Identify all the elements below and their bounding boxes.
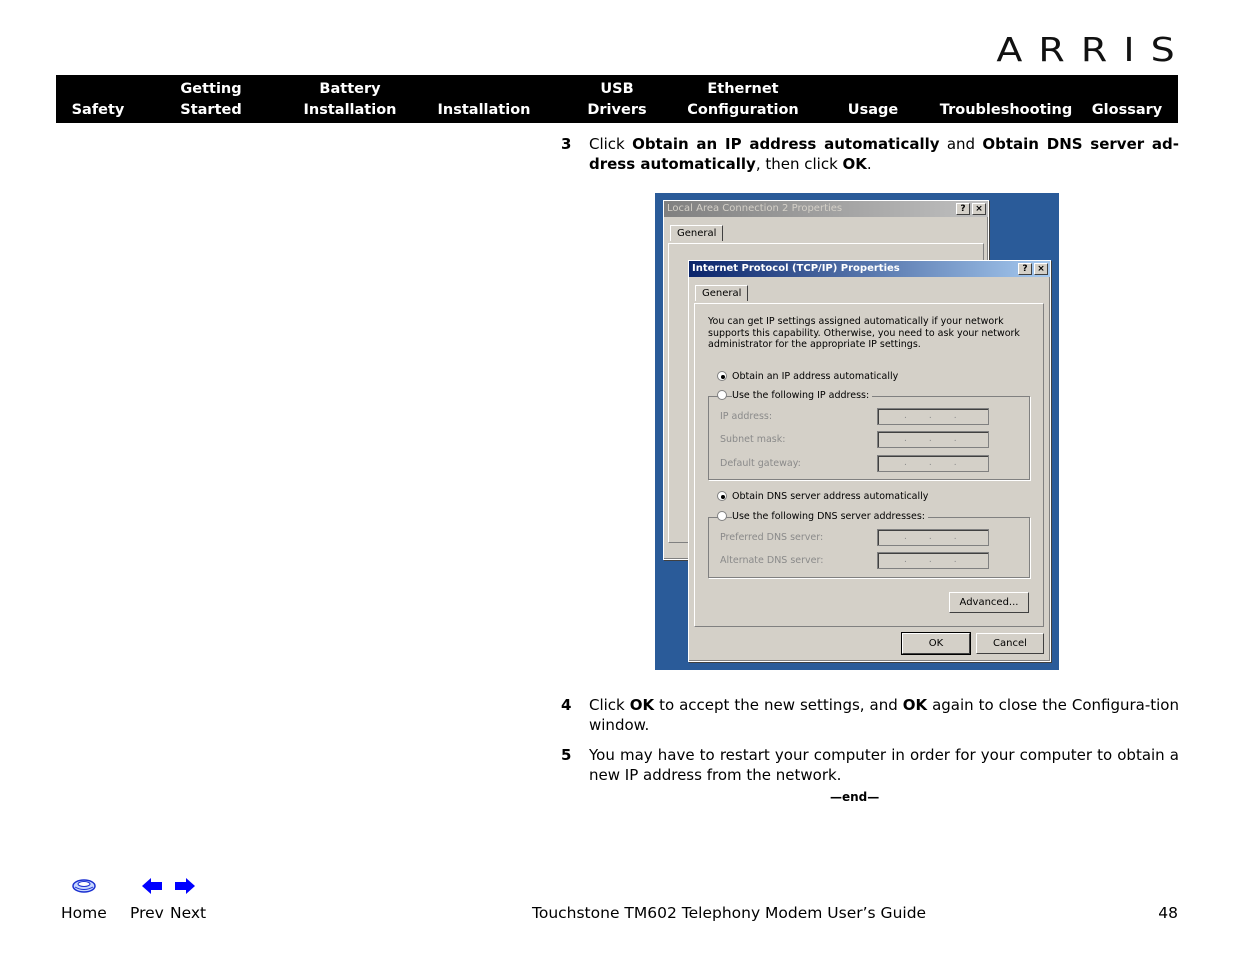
preferred-dns-label: Preferred DNS server: — [720, 532, 824, 543]
footer-next-link[interactable]: Next — [170, 904, 207, 922]
subnet-mask-label: Subnet mask: — [720, 434, 786, 445]
footer-prev-link[interactable]: Prev — [130, 904, 164, 922]
nav-usb-drivers[interactable]: USB Drivers — [587, 81, 647, 118]
default-gateway-label: Default gateway: — [720, 458, 801, 469]
nav-ethernet-configuration[interactable]: Ethernet Configuration — [687, 81, 799, 118]
help-icon[interactable]: ? — [956, 203, 970, 215]
footer-home-link[interactable]: Home — [61, 904, 107, 922]
nav-safety[interactable]: Safety — [71, 102, 125, 118]
step-text: Click OK to accept the new settings, and OK again to close the Configura-tion window. — [589, 696, 1179, 734]
tcpip-properties-dialog — [688, 260, 1051, 662]
footer-guide-title: Touchstone TM602 Telephony Modem User’s Guide — [532, 904, 927, 922]
subnet-mask-input[interactable]: ... — [877, 431, 989, 448]
radio-dns-auto[interactable] — [717, 491, 727, 501]
dialog-titlebar: Internet Protocol (TCP/IP) Properties ? × — [689, 261, 1050, 277]
nav-usage[interactable]: Usage — [847, 102, 899, 118]
tcpip-dialog-screenshot — [655, 193, 1059, 670]
next-arrow-icon[interactable] — [174, 877, 196, 895]
top-navigation — [56, 75, 1178, 123]
step-number: 3 — [561, 135, 572, 153]
radio-ip-auto-label: Obtain an IP address automatically — [732, 371, 899, 382]
ip-address-label: IP address: — [720, 411, 773, 422]
radio-dns-manual-label: Use the following DNS server addresses: — [732, 511, 928, 523]
step-number: 4 — [561, 696, 572, 714]
close-icon[interactable]: × — [1034, 263, 1048, 275]
nav-glossary[interactable]: Glossary — [1091, 102, 1163, 118]
help-icon[interactable]: ? — [1018, 263, 1032, 275]
radio-ip-manual-label: Use the following IP address: — [732, 390, 872, 402]
preferred-dns-input[interactable]: ... — [877, 529, 989, 546]
footer-page-number: 48 — [1158, 904, 1178, 922]
radio-ip-manual[interactable] — [717, 390, 727, 400]
step-5 — [561, 746, 1179, 785]
ok-button[interactable]: OK — [902, 633, 970, 654]
general-panel — [694, 303, 1044, 627]
nav-troubleshooting[interactable]: Troubleshooting — [939, 102, 1073, 118]
step-text: You may have to restart your computer in order for your computer to obtain a new IP address from the network. — [589, 746, 1179, 784]
nav-battery-installation[interactable]: Battery Installation — [303, 81, 397, 118]
home-icon[interactable] — [71, 877, 97, 895]
tab-general[interactable]: General — [695, 285, 748, 301]
default-gateway-input[interactable]: ... — [877, 455, 989, 472]
close-icon[interactable]: × — [972, 203, 986, 215]
nav-installation[interactable]: Installation — [437, 102, 531, 118]
back-window-titlebar: Local Area Connection 2 Properties ? × — [664, 201, 988, 217]
step-number: 5 — [561, 746, 572, 764]
radio-ip-auto[interactable] — [717, 371, 727, 381]
intro-text: You can get IP settings assigned automatically if your network supports this capability. Otherwise, you need to ask your network administrator for the appropriate IP settings. — [708, 316, 1020, 350]
radio-dns-auto-label: Obtain DNS server address automatically — [732, 491, 929, 502]
step-4 — [561, 696, 1179, 735]
prev-arrow-icon[interactable] — [141, 877, 163, 895]
cancel-button[interactable]: Cancel — [976, 633, 1044, 654]
alternate-dns-input[interactable]: ... — [877, 552, 989, 569]
arris-logo: ARRIS — [996, 30, 1191, 69]
radio-dns-manual[interactable] — [717, 511, 727, 521]
step-3 — [561, 135, 1179, 174]
ip-address-input[interactable]: ... — [877, 408, 989, 425]
advanced-button[interactable]: Advanced... — [949, 592, 1029, 613]
back-tab-general[interactable]: General — [670, 225, 723, 241]
end-marker: —end— — [830, 790, 880, 804]
step-text: Click Obtain an IP address automatically and Obtain DNS server ad-dress automatically, then click OK. — [589, 135, 1180, 173]
alternate-dns-label: Alternate DNS server: — [720, 555, 824, 566]
nav-getting-started[interactable]: Getting Started — [180, 81, 242, 118]
